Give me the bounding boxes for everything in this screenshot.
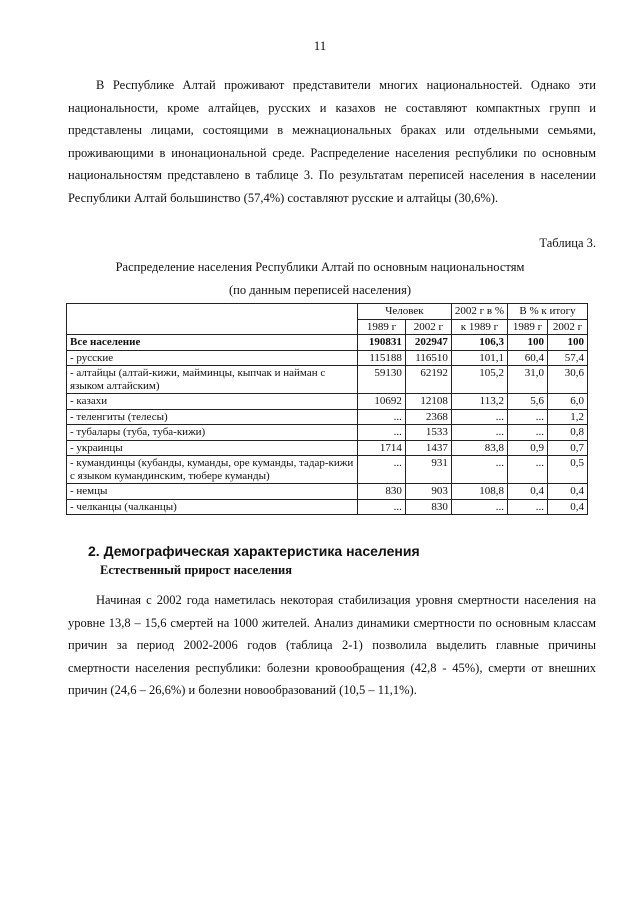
mortality-paragraph: Начиная с 2002 года наметилась некоторая стабилизация уровня смертности населения на уровне 13,8 – 15,6 смертей на 1000 жителей. Анализ динамики смертности по основным классам причин за период 2002-2006 годов (таблица 2-1) позволила выделить главные причины смертности населения республики: болезни кровообращения (42,8 - 45%), смерти от внешних причин (24,6 – 26,6%) и болезни новообразований (10,5 – 11,1%).: [68, 593, 596, 698]
table-row: [67, 440, 588, 456]
nationality-cell: - русские: [67, 350, 358, 366]
share-1989-cell: 31,0: [508, 366, 548, 394]
share-1989-cell: ...: [508, 425, 548, 441]
change-cell: ...: [451, 409, 507, 425]
table-row: [67, 350, 588, 366]
population-2002-cell: 1437: [405, 440, 451, 456]
table-row: [67, 366, 588, 394]
header-share: В % к итогу: [508, 304, 588, 320]
table-subtitle: (по данным переписей населения): [229, 283, 411, 297]
intro-paragraph: В Республике Алтай проживают представители многих национальностей. Однако эти национальности, кроме алтайцев, русских и казахов не составляют компактных групп и представлены лицами, состоящими в межнациональных браках или отдельными семьями, проживающими в инонациональной среде. Распределение населения республики по основным национальностям представлено в таблице 3. По результатам переписей населения в населении Республики Алтай большинство (57,4%) составляют русские и алтайцы (30,6%).: [68, 78, 596, 205]
change-cell: 105,2: [451, 366, 507, 394]
table-row: [67, 335, 588, 351]
population-2002-cell: 202947: [405, 335, 451, 351]
share-2002-cell: 0,5: [547, 456, 587, 484]
table-row: [67, 409, 588, 425]
change-cell: 108,8: [451, 484, 507, 500]
share-1989-cell: ...: [508, 456, 548, 484]
population-table: [66, 303, 588, 515]
table-row: [67, 394, 588, 410]
population-2002-cell: 2368: [405, 409, 451, 425]
table-row: [67, 425, 588, 441]
share-1989-cell: 0,9: [508, 440, 548, 456]
share-1989-cell: ...: [508, 409, 548, 425]
table-row: [67, 456, 588, 484]
share-2002-cell: 0,7: [547, 440, 587, 456]
nationality-cell: - кумандинцы (кубанды, куманды, оре куманды, тадар-кижи с языком кумандинским, тюбере куманды): [67, 456, 358, 484]
share-1989-cell: ...: [508, 499, 548, 515]
population-2002-cell: 12108: [405, 394, 451, 410]
share-2002-cell: 57,4: [547, 350, 587, 366]
population-1989-cell: 10692: [357, 394, 405, 410]
share-2002-cell: 0,8: [547, 425, 587, 441]
nationality-cell: - тубалары (туба, туба-кижи): [67, 425, 358, 441]
section-heading: 2. Демографическая характеристика населения: [88, 543, 420, 559]
population-1989-cell: ...: [357, 499, 405, 515]
header-1989: 1989 г: [357, 319, 405, 335]
header-change: 2002 г в %: [451, 304, 507, 320]
change-cell: ...: [451, 425, 507, 441]
population-2002-cell: 903: [405, 484, 451, 500]
population-1989-cell: ...: [357, 456, 405, 484]
nationality-cell: Все население: [67, 335, 358, 351]
header-share-2002: 2002 г: [547, 319, 587, 335]
population-2002-cell: 1533: [405, 425, 451, 441]
share-2002-cell: 30,6: [547, 366, 587, 394]
nationality-cell: - украинцы: [67, 440, 358, 456]
subsection-heading: Естественный прирост населения: [100, 563, 293, 577]
population-2002-cell: 931: [405, 456, 451, 484]
share-2002-cell: 100: [547, 335, 587, 351]
header-2002: 2002 г: [405, 319, 451, 335]
share-1989-cell: 0,4: [508, 484, 548, 500]
table-label: Таблица 3.: [539, 236, 596, 250]
population-1989-cell: 115188: [357, 350, 405, 366]
nationality-cell: - казахи: [67, 394, 358, 410]
change-cell: 101,1: [451, 350, 507, 366]
nationality-cell: - челканцы (чалканцы): [67, 499, 358, 515]
population-2002-cell: 62192: [405, 366, 451, 394]
share-1989-cell: 100: [508, 335, 548, 351]
share-1989-cell: 5,6: [508, 394, 548, 410]
change-cell: ...: [451, 499, 507, 515]
header-people: Человек: [357, 304, 451, 320]
table-title: Распределение населения Республики Алтай по основным национальностям: [115, 260, 525, 274]
nationality-cell: - алтайцы (алтай-кижи, майминцы, кыпчак и найман с языком алтайским): [67, 366, 358, 394]
change-cell: 113,2: [451, 394, 507, 410]
population-1989-cell: 1714: [357, 440, 405, 456]
nationality-cell: - немцы: [67, 484, 358, 500]
header-share-1989: 1989 г: [508, 319, 548, 335]
population-1989-cell: 190831: [357, 335, 405, 351]
population-1989-cell: 59130: [357, 366, 405, 394]
table-row: [67, 484, 588, 500]
population-1989-cell: ...: [357, 409, 405, 425]
share-2002-cell: 6,0: [547, 394, 587, 410]
change-cell: ...: [451, 456, 507, 484]
share-2002-cell: 0,4: [547, 484, 587, 500]
change-cell: 106,3: [451, 335, 507, 351]
header-change-base: к 1989 г: [451, 319, 507, 335]
page-number: 11: [313, 38, 327, 53]
population-1989-cell: 830: [357, 484, 405, 500]
share-2002-cell: 0,4: [547, 499, 587, 515]
population-1989-cell: ...: [357, 425, 405, 441]
nationality-cell: - теленгиты (телесы): [67, 409, 358, 425]
population-2002-cell: 830: [405, 499, 451, 515]
share-1989-cell: 60,4: [508, 350, 548, 366]
share-2002-cell: 1,2: [547, 409, 587, 425]
table-row: [67, 499, 588, 515]
change-cell: 83,8: [451, 440, 507, 456]
population-2002-cell: 116510: [405, 350, 451, 366]
header-empty-cell: [67, 304, 358, 335]
